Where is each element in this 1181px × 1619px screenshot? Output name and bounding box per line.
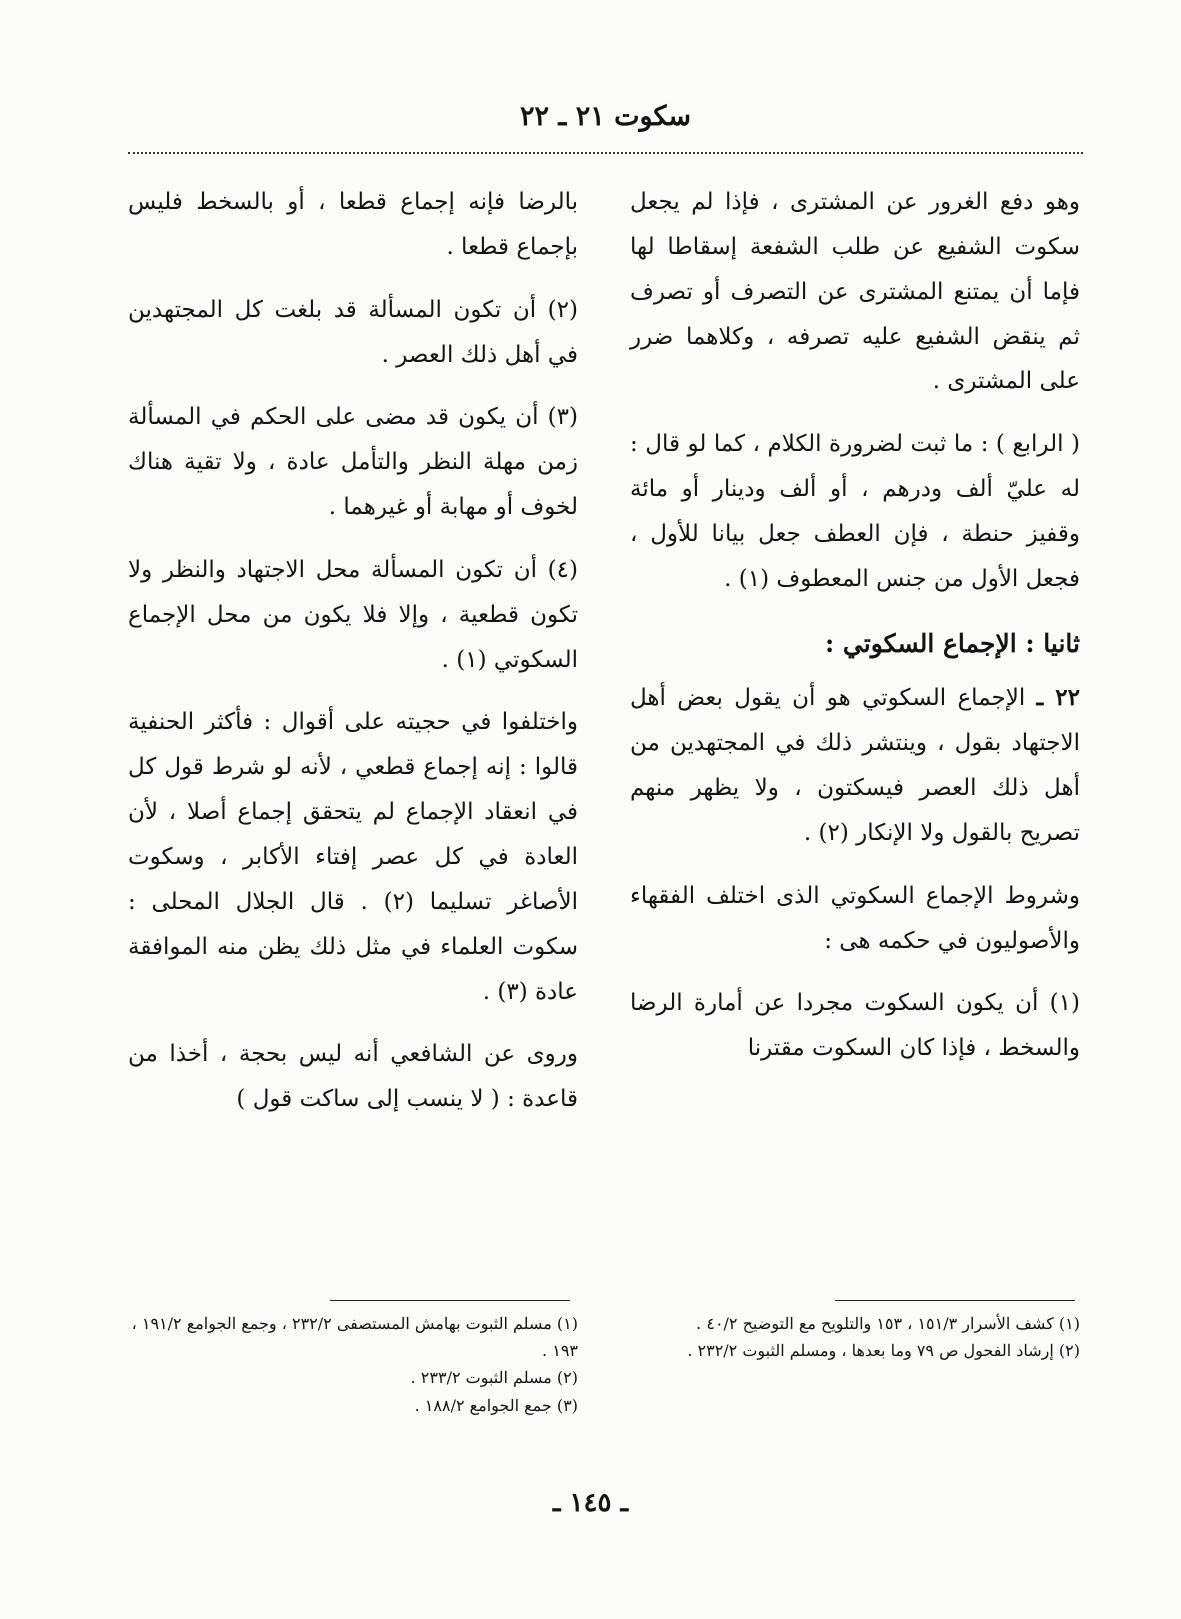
paragraph [630,676,1080,855]
paragraph: (٣) أن يكون قد مضى على الحكم في المسألة زمن مهلة النظر والتأمل عادة ، ولا تقية هناك لخوف أو مهابة أو غيرهما . [128,404,578,521]
left-column [128,180,578,1140]
header-dotted-rule [128,152,1083,154]
footnote: (٢) مسلم الثبوت ٢٣٣/٢ . [410,1368,578,1388]
section-number: ٢٢ ـ [1036,684,1080,712]
paragraph: واختلفوا في حجيته على أقوال : فأكثر الحنفية قالوا : إنه إجماع قطعي ، لأنه لو شرط قول كل في انعقاد الإجماع لم يتحقق إجماع أصلا ، لأن العادة في كل عصر إفتاء الأكابر ، وسكوت الأصاغر تسليما (٢) . قال الجلال المحلى : سكوت العلماء في مثل ذلك يظن منه الموافقة عادة (٣) . [128,709,579,1005]
section-heading: ثانيا : الإجماع السكوتي : [825,628,1080,658]
running-header: سكوت ٢١ ـ ٢٢ [519,101,692,132]
paragraph: وشروط الإجماع السكوتي الذى اختلف الفقهاء والأصوليون في حكمه هى : [630,882,1080,954]
footnote: (١) مسلم الثبوت بهامش المستصفى ٢٣٢/٢ ، وجمع الجوامع ١٩١/٢ ، ١٩٣ . [131,1314,578,1361]
footnote-rule [835,1300,1075,1301]
paragraph: (١) أن يكون السكوت مجردا عن أمارة الرضا والسخط ، فإذا كان السكوت مقترنا [630,990,1080,1062]
footnotes-left [128,1310,578,1419]
paragraph: وروى عن الشافعي أنه ليس بحجة ، أخذا من قاعدة : ( لا ينسب إلى ساكت قول ) [128,1041,578,1113]
paragraph-text: الإجماع السكوتي هو أن يقول بعض أهل الاجتهاد بقول ، وينتشر ذلك في المجتهدين من أهل ذلك العصر فيسكتون ، ولا يظهر منهم تصريح بالقول ولا الإنكار (٢) . [630,685,1080,846]
paragraph: ( الرابع ) : ما ثبت لضرورة الكلام ، كما لو قال : له عليّ ألف ودرهم ، أو ألف ودينار أو مائة وقفيز حنطة ، فإن العطف جعل بيانا للأول ، فجعل الأول من جنس المعطوف (١) . [630,431,1080,592]
paragraph: (٢) أن تكون المسألة قد بلغت كل المجتهدين في أهل ذلك العصر . [128,296,578,368]
page-number: ـ ١٤٥ ـ [552,1488,629,1518]
footnotes-right [630,1310,1080,1364]
footnote-rule [330,1300,570,1301]
paragraph: (٤) أن تكون المسألة محل الاجتهاد والنظر ولا تكون قطعية ، وإلا فلا يكون من محل الإجماع السكوتي (١) . [128,556,578,673]
footnote: (١) كشف الأسرار ١٥١/٣ ، ١٥٣ والتلويح مع التوضيح ٤٠/٢ . [696,1314,1080,1333]
paragraph: بالرضا فإنه إجماع قطعا ، أو بالسخط فليس بإجماع قطعا . [128,189,578,260]
footnote: (٢) إرشاد الفحول ص ٧٩ وما بعدها ، ومسلم الثبوت ٢٣٢/٢ . [687,1341,1080,1361]
paragraph: وهو دفع الغرور عن المشترى ، فإذا لم يجعل سكوت الشفيع عن طلب الشفعة إسقاطا لها فإما أن يمتنع المشترى عن التصرف أو تصرف ثم ينقض الشفيع عليه تصرفه ، وكلاهما ضرر على المشترى . [630,189,1080,395]
footnote: (٣) جمع الجوامع ١٨٨/٢ . [414,1395,578,1415]
right-column [630,180,1080,1089]
